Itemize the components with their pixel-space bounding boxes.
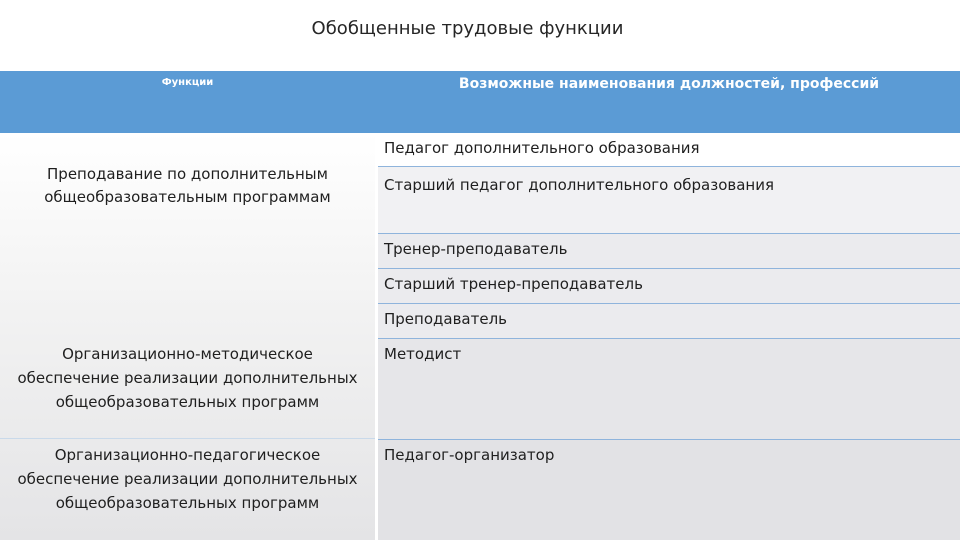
position-label: Педагог-организатор — [384, 446, 555, 464]
header-positions: Возможные наименования должностей, профессий — [458, 76, 880, 92]
functions-divider — [0, 438, 375, 439]
position-row — [378, 133, 960, 167]
position-label: Методист — [384, 345, 462, 363]
function-cell — [0, 163, 375, 209]
function-line: обеспечение реализации дополнительных — [17, 470, 358, 488]
function-cell — [0, 342, 375, 414]
position-label: Педагог дополнительного образования — [384, 139, 700, 157]
position-row — [378, 269, 960, 304]
function-cell — [0, 443, 375, 515]
position-row — [378, 304, 960, 339]
function-line: общеобразовательным программам — [44, 188, 331, 206]
function-line: Организационно-методическое — [62, 345, 313, 363]
function-line: обеспечение реализации дополнительных — [17, 369, 358, 387]
slide-title: Обобщенные трудовые функции — [311, 18, 624, 39]
position-label: Старший тренер-преподаватель — [384, 275, 643, 293]
function-line: Организационно-педагогическое — [54, 446, 321, 464]
function-line: общеобразовательных программ — [55, 494, 320, 512]
position-row — [378, 339, 960, 440]
position-row — [378, 234, 960, 269]
position-row — [378, 167, 960, 234]
position-label: Старший педагог дополнительного образования — [384, 176, 775, 194]
function-line: общеобразовательных программ — [55, 393, 320, 411]
function-line: Преподавание по дополнительным — [47, 165, 328, 183]
position-row — [378, 440, 960, 540]
header-functions: Функции — [161, 77, 214, 88]
position-label: Преподаватель — [384, 310, 508, 328]
position-label: Тренер-преподаватель — [384, 240, 568, 258]
